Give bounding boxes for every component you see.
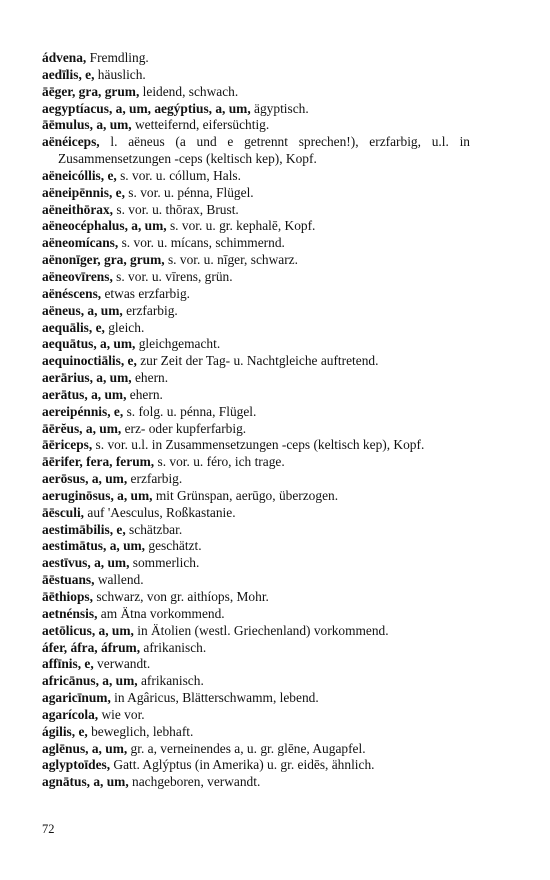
dictionary-entry	[42, 252, 470, 269]
entry-headword: affīnis, e,	[42, 656, 94, 672]
entry-headword: aedīlis, e,	[42, 66, 95, 82]
entry-headword: aëneicóllis, e,	[42, 167, 117, 183]
dictionary-entry	[42, 336, 470, 353]
entry-headword: aequinoctiālis, e,	[42, 353, 137, 369]
entry-headword: āēstuans,	[42, 572, 95, 588]
dictionary-entry	[42, 320, 470, 337]
dictionary-entry	[42, 185, 470, 202]
entry-definition: zur Zeit der Tag- u. Nachtgleiche auftretend.	[136, 353, 379, 369]
entry-headword: aënonīger, gra, grum,	[42, 252, 165, 268]
dictionary-entry	[42, 101, 470, 118]
dictionary-entry	[42, 67, 470, 84]
entry-definition: l. aëneus (a und e getrennt sprechen!), erzfarbig, u.l. in Zusammensetzungen -ceps (keltisch kep), Kopf.	[58, 134, 470, 167]
entry-headword: aerātus, a, um,	[42, 386, 127, 402]
entry-definition: erzfarbig.	[127, 471, 183, 487]
dictionary-entry	[42, 269, 470, 286]
entry-definition: ehern.	[126, 386, 163, 402]
dictionary-entry	[42, 50, 470, 67]
page-number: 72	[42, 822, 55, 836]
entry-definition: ägyptisch.	[250, 100, 309, 116]
dictionary-entry	[42, 757, 470, 774]
dictionary-entry	[42, 404, 470, 421]
entry-definition: sommerlich.	[129, 555, 200, 571]
dictionary-entry	[42, 370, 470, 387]
entry-definition: in Ätolien (westl. Griechenland) vorkommend.	[133, 622, 389, 638]
dictionary-entry	[42, 117, 470, 134]
entry-definition: s. vor. u. nīger, schwarz.	[164, 252, 298, 268]
dictionary-entry	[42, 387, 470, 404]
entry-definition: s. vor. u. gr. kephalē, Kopf.	[166, 218, 316, 234]
entry-headword: ágilis, e,	[42, 723, 88, 739]
entry-headword: agarícola,	[42, 706, 99, 722]
entry-list	[42, 50, 470, 791]
entry-headword: aestimābilis, e,	[42, 521, 126, 537]
entry-definition: s. vor. u.l. in Zusammensetzungen -ceps (keltisch kep), Kopf.	[92, 437, 425, 453]
entry-headword: agnātus, a, um,	[42, 774, 129, 790]
entry-headword: aetōlicus, a, um,	[42, 622, 134, 638]
entry-headword: aestīvus, a, um,	[42, 555, 130, 571]
dictionary-entry	[42, 774, 470, 791]
entry-definition: schätzbar.	[125, 521, 183, 537]
entry-definition: beweglich, lebhaft.	[87, 723, 194, 739]
dictionary-entry	[42, 522, 470, 539]
entry-definition: Fremdling.	[86, 50, 149, 65]
dictionary-entry	[42, 538, 470, 555]
dictionary-entry	[42, 707, 470, 724]
entry-headword: aestimātus, a, um,	[42, 538, 146, 554]
entry-definition: ehern.	[131, 370, 169, 386]
entry-headword: africānus, a, um,	[42, 673, 138, 689]
entry-definition: s. vor. u. thōrax, Brust.	[113, 201, 239, 217]
dictionary-entry	[42, 134, 470, 168]
entry-headword: aënéiceps,	[42, 134, 100, 150]
entry-headword: ádvena,	[42, 50, 87, 65]
entry-definition: wie vor.	[98, 706, 145, 722]
entry-headword: aëneipēnnis, e,	[42, 184, 125, 200]
entry-definition: am Ätna vorkommend.	[97, 605, 225, 621]
entry-definition: leidend, schwach.	[139, 83, 239, 99]
entry-definition: wetteifernd, eifersüchtig.	[131, 117, 270, 133]
entry-headword: aënéscens,	[42, 285, 102, 301]
dictionary-entry	[42, 84, 470, 101]
dictionary-entry	[42, 555, 470, 572]
entry-definition: afrikanisch.	[137, 673, 204, 689]
entry-definition: gleich.	[104, 319, 145, 335]
entry-headword: āērĕus, a, um,	[42, 420, 122, 436]
dictionary-entry	[42, 168, 470, 185]
dictionary-entry	[42, 505, 470, 522]
entry-headword: aëneocéphalus, a, um,	[42, 218, 167, 234]
entry-definition: verwandt.	[93, 656, 151, 672]
dictionary-entry	[42, 572, 470, 589]
entry-definition: s. vor. u. vīrens, grün.	[112, 268, 233, 284]
dictionary-entry	[42, 656, 470, 673]
entry-headword: aëneovīrens,	[42, 268, 113, 284]
dictionary-entry	[42, 471, 470, 488]
entry-definition: s. vor. u. féro, ich trage.	[154, 454, 285, 470]
entry-headword: aglyptoīdes,	[42, 757, 111, 773]
entry-definition: erzfarbig.	[122, 302, 178, 318]
entry-definition: wallend.	[94, 572, 144, 588]
entry-definition: etwas erzfarbig.	[101, 285, 190, 301]
entry-headword: āērifer, fera, ferum,	[42, 454, 155, 470]
entry-headword: aëneomícans,	[42, 235, 119, 251]
dictionary-entry	[42, 724, 470, 741]
entry-definition: Gatt. Aglýptus (in Amerika) u. gr. eidēs, ähnlich.	[110, 757, 375, 773]
entry-definition: häuslich.	[94, 66, 146, 82]
entry-headword: agaricīnum,	[42, 690, 111, 706]
entry-headword: aëneus, a, um,	[42, 302, 123, 318]
dictionary-entry	[42, 353, 470, 370]
dictionary-entry	[42, 606, 470, 623]
dictionary-entry	[42, 454, 470, 471]
entry-headword: āēthiops,	[42, 589, 93, 604]
entry-definition: mit Grünspan, aerūgo, überzogen.	[152, 487, 339, 503]
dictionary-entry	[42, 673, 470, 690]
entry-headword: aglēnus, a, um,	[42, 740, 128, 756]
dictionary-entry	[42, 488, 470, 505]
entry-definition: gr. a, verneinendes a, u. gr. glēne, Augapfel.	[127, 740, 366, 756]
entry-headword: aequātus, a, um,	[42, 336, 136, 352]
entry-definition: s. vor. u. cóllum, Hals.	[116, 167, 241, 183]
dictionary-entry	[42, 623, 470, 640]
entry-definition: in Agâricus, Blätterschwamm, lebend.	[110, 690, 319, 706]
entry-definition: s. vor. u. pénna, Flügel.	[124, 184, 254, 200]
entry-headword: aequālis, e,	[42, 319, 105, 335]
entry-definition: afrikanisch.	[140, 639, 207, 655]
dictionary-entry	[42, 640, 470, 657]
entry-headword: āēsculi,	[42, 504, 85, 520]
dictionary-entry	[42, 218, 470, 235]
dictionary-entry	[42, 303, 470, 320]
entry-definition: erz- oder kupferfarbig.	[121, 420, 247, 436]
entry-headword: aegyptíacus, a, um, aegýptius, a, um,	[42, 100, 251, 116]
entry-definition: s. vor. u. mícans, schimmernd.	[118, 235, 285, 251]
dictionary-entry	[42, 690, 470, 707]
dictionary-entry	[42, 437, 470, 454]
entry-headword: aereipénnis, e,	[42, 403, 124, 419]
entry-headword: aetnénsis,	[42, 605, 98, 621]
dictionary-entry	[42, 202, 470, 219]
dictionary-entry	[42, 286, 470, 303]
entry-definition: s. folg. u. pénna, Flügel.	[123, 403, 257, 419]
dictionary-entry	[42, 235, 470, 252]
entry-headword: aerārius, a, um,	[42, 370, 132, 386]
entry-headword: aëneithōrax,	[42, 201, 114, 217]
entry-headword: āēger, gra, grum,	[42, 83, 140, 99]
entry-headword: āēriceps,	[42, 437, 93, 453]
entry-definition: gleichgemacht.	[135, 336, 221, 352]
entry-headword: āēmulus, a, um,	[42, 117, 132, 133]
dictionary-entry	[42, 589, 470, 606]
entry-headword: áfer, áfra, áfrum,	[42, 639, 141, 655]
dictionary-entry	[42, 741, 470, 758]
entry-definition: geschätzt.	[145, 538, 202, 554]
entry-definition: schwarz, von gr. aithíops, Mohr.	[92, 589, 269, 604]
dictionary-entry	[42, 421, 470, 438]
entry-definition: nachgeboren, verwandt.	[128, 774, 261, 790]
entry-definition: auf 'Aesculus, Roßkastanie.	[84, 504, 236, 520]
entry-headword: aerōsus, a, um,	[42, 471, 128, 487]
entry-headword: aeruginōsus, a, um,	[42, 487, 153, 503]
